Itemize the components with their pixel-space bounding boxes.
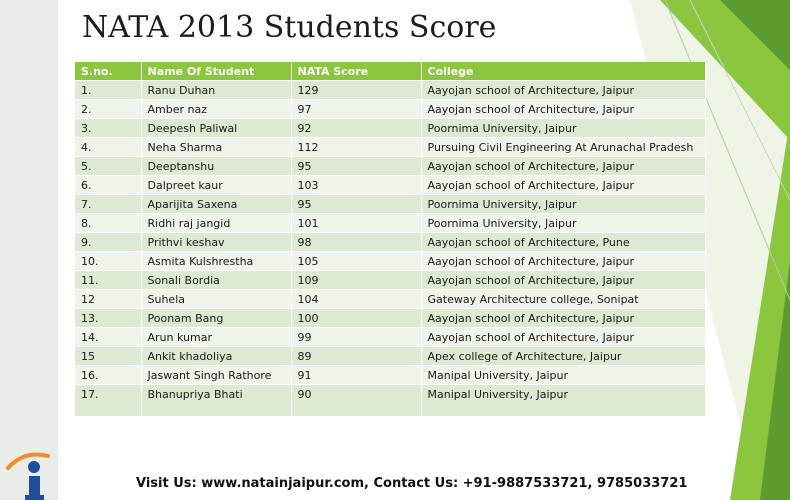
- header-college: College: [421, 62, 705, 81]
- cell-sno: 11.: [75, 271, 141, 290]
- cell-score: 95: [291, 195, 421, 214]
- cell-score: 100: [291, 309, 421, 328]
- cell-name: Arun kumar: [141, 328, 291, 347]
- cell-college: Poornima University, Jaipur: [421, 119, 705, 138]
- cell-name: Ridhi raj jangid: [141, 214, 291, 233]
- table-header-row: [75, 62, 705, 81]
- table-row: [75, 366, 705, 385]
- cell-name: Amber naz: [141, 100, 291, 119]
- header-name: Name Of Student: [141, 62, 291, 81]
- cell-college: Aayojan school of Architecture, Pune: [421, 233, 705, 252]
- cell-score: 95: [291, 157, 421, 176]
- cell-college: Aayojan school of Architecture, Jaipur: [421, 81, 705, 100]
- cell-score: 92: [291, 119, 421, 138]
- table-row: [75, 347, 705, 366]
- cell-sno: 2.: [75, 100, 141, 119]
- header-sno: S.no.: [75, 62, 141, 81]
- cell-college: Poornima University, Jaipur: [421, 195, 705, 214]
- cell-name: Poonam Bang: [141, 309, 291, 328]
- cell-college: Manipal University, Jaipur: [421, 385, 705, 417]
- cell-college: Poornima University, Jaipur: [421, 214, 705, 233]
- table-row: [75, 233, 705, 252]
- cell-college: Aayojan school of Architecture, Jaipur: [421, 309, 705, 328]
- cell-score: 101: [291, 214, 421, 233]
- cell-name: Neha Sharma: [141, 138, 291, 157]
- cell-name: Ankit khadoliya: [141, 347, 291, 366]
- cell-sno: 3.: [75, 119, 141, 138]
- cell-score: 90: [291, 385, 421, 417]
- cell-sno: 13.: [75, 309, 141, 328]
- cell-sno: 16.: [75, 366, 141, 385]
- cell-sno: 1.: [75, 81, 141, 100]
- table-row: [75, 214, 705, 233]
- cell-score: 105: [291, 252, 421, 271]
- cell-sno: 15: [75, 347, 141, 366]
- cell-name: Aparijita Saxena: [141, 195, 291, 214]
- cell-score: 112: [291, 138, 421, 157]
- cell-sno: 14.: [75, 328, 141, 347]
- cell-name: Bhanupriya Bhati: [141, 385, 291, 417]
- cell-name: Suhela: [141, 290, 291, 309]
- cell-sno: 4.: [75, 138, 141, 157]
- cell-score: 109: [291, 271, 421, 290]
- cell-score: 104: [291, 290, 421, 309]
- cell-sno: 9.: [75, 233, 141, 252]
- cell-sno: 5.: [75, 157, 141, 176]
- table-row: [75, 271, 705, 290]
- cell-score: 129: [291, 81, 421, 100]
- cell-sno: 17.: [75, 385, 141, 417]
- cell-college: Pursuing Civil Engineering At Arunachal Pradesh: [421, 138, 705, 157]
- page-title: NATA 2013 Students Score: [82, 10, 497, 45]
- info-i-logo: [4, 446, 64, 500]
- cell-name: Asmita Kulshrestha: [141, 252, 291, 271]
- cell-name: Dalpreet kaur: [141, 176, 291, 195]
- table-row: [75, 252, 705, 271]
- table-row: [75, 100, 705, 119]
- cell-college: Manipal University, Jaipur: [421, 366, 705, 385]
- cell-college: Aayojan school of Architecture, Jaipur: [421, 271, 705, 290]
- cell-name: Deeptanshu: [141, 157, 291, 176]
- table-body: [75, 81, 705, 417]
- left-margin-stripe: [0, 0, 58, 500]
- cell-score: 89: [291, 347, 421, 366]
- cell-sno: 7.: [75, 195, 141, 214]
- footer-contact: Visit Us: www.natainjaipur.com, Contact Us: +91-9887533721, 9785033721: [136, 476, 688, 491]
- table-row: [75, 309, 705, 328]
- cell-sno: 12: [75, 290, 141, 309]
- cell-name: Jaswant Singh Rathore: [141, 366, 291, 385]
- cell-score: 91: [291, 366, 421, 385]
- cell-college: Apex college of Architecture, Jaipur: [421, 347, 705, 366]
- scores-table: [75, 62, 706, 416]
- cell-college: Aayojan school of Architecture, Jaipur: [421, 176, 705, 195]
- cell-name: Prithvi keshav: [141, 233, 291, 252]
- table-row: [75, 385, 705, 417]
- cell-college: Aayojan school of Architecture, Jaipur: [421, 100, 705, 119]
- table-row: [75, 290, 705, 309]
- cell-college: Aayojan school of Architecture, Jaipur: [421, 157, 705, 176]
- table-row: [75, 138, 705, 157]
- table-row: [75, 157, 705, 176]
- cell-sno: 8.: [75, 214, 141, 233]
- cell-score: 97: [291, 100, 421, 119]
- cell-college: Aayojan school of Architecture, Jaipur: [421, 328, 705, 347]
- cell-score: 98: [291, 233, 421, 252]
- cell-college: Gateway Architecture college, Sonipat: [421, 290, 705, 309]
- cell-college: Aayojan school of Architecture, Jaipur: [421, 252, 705, 271]
- cell-score: 99: [291, 328, 421, 347]
- table-row: [75, 176, 705, 195]
- cell-name: Ranu Duhan: [141, 81, 291, 100]
- cell-name: Deepesh Paliwal: [141, 119, 291, 138]
- cell-score: 103: [291, 176, 421, 195]
- table-row: [75, 119, 705, 138]
- table-row: [75, 195, 705, 214]
- cell-name: Sonali Bordia: [141, 271, 291, 290]
- header-score: NATA Score: [291, 62, 421, 81]
- cell-sno: 10.: [75, 252, 141, 271]
- table-row: [75, 328, 705, 347]
- table-row: [75, 81, 705, 100]
- cell-sno: 6.: [75, 176, 141, 195]
